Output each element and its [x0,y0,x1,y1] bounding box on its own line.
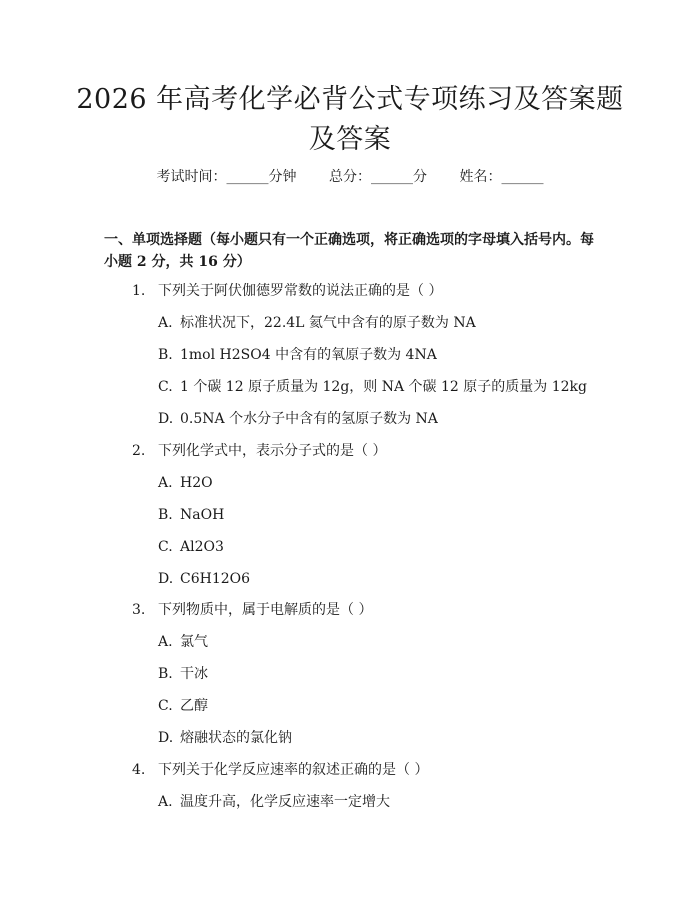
option-text: 乙醇 [180,698,208,714]
option-text: 1mol H2SO4 中含有的氧原子数为 4NA [180,347,437,363]
exam-time-field: 考试时间：______分钟 [156,169,297,185]
student-name-field: 姓名：______ [459,169,544,185]
option-letter: B. [158,347,173,363]
question-4 [132,760,428,780]
question-3 [132,600,372,620]
question-number: 4. [132,762,146,778]
option-letter: D. [158,730,174,746]
total-score-field: 总分：______分 [329,169,427,185]
question-2-option-b [158,505,224,525]
question-3-option-c [158,696,208,716]
option-letter: D. [158,571,174,587]
option-text: NaOH [180,507,225,523]
option-text: 熔融状态的氯化钠 [180,730,292,746]
section-heading-line-1: 一、单项选择题（每小题只有一个正确选项，将正确选项的字母填入括号内。每 [104,232,594,248]
option-letter: D. [158,411,174,427]
question-2-option-c [158,537,224,557]
option-text: 氯气 [180,634,208,650]
question-text: 下列化学式中，表示分子式的是（ ） [158,443,387,459]
question-4-option-a [158,792,390,812]
option-letter: B. [158,507,173,523]
question-1-option-a [158,313,476,333]
title-line-1: 2026 年高考化学必背公式专项练习及答案题 [76,84,624,115]
option-text: Al2O3 [180,539,224,555]
question-text: 下列关于阿伏伽德罗常数的说法正确的是（ ） [158,283,443,299]
question-2-option-d [158,569,250,589]
option-letter: A. [158,475,173,491]
question-1 [132,281,442,301]
option-text: 0.5NA 个水分子中含有的氢原子数为 NA [180,411,438,427]
question-number: 3. [132,602,146,618]
option-text: 标准状况下，22.4L 氦气中含有的原子数为 NA [180,315,476,331]
question-text: 下列关于化学反应速率的叙述正确的是（ ） [158,762,429,778]
question-3-option-a [158,632,208,652]
question-text: 下列物质中，属于电解质的是（ ） [158,602,373,618]
page-title [60,80,640,160]
option-text: 1 个碳 12 原子质量为 12g，则 NA 个碳 12 原子的质量为 12kg [180,379,587,395]
option-letter: A. [158,794,173,810]
question-2 [132,441,386,461]
question-number: 1. [132,283,146,299]
section-heading-line-2: 小题 2 分，共 16 分） [104,254,251,270]
option-text: C6H12O6 [180,571,251,587]
question-1-option-c [158,377,587,397]
option-text: H2O [180,475,213,491]
option-letter: A. [158,634,173,650]
question-3-option-b [158,664,208,684]
option-letter: B. [158,666,173,682]
option-letter: C. [158,379,173,395]
title-line-2: 及答案 [308,124,392,155]
question-1-option-d [158,409,438,429]
question-1-option-b [158,345,437,365]
option-text: 干冰 [180,666,208,682]
option-letter: C. [158,698,173,714]
option-text: 温度升高，化学反应速率一定增大 [180,794,390,810]
exam-meta [0,167,700,187]
option-letter: A. [158,315,173,331]
question-3-option-d [158,728,292,748]
question-number: 2. [132,443,146,459]
section-heading [104,229,604,273]
option-letter: C. [158,539,173,555]
question-2-option-a [158,473,213,493]
